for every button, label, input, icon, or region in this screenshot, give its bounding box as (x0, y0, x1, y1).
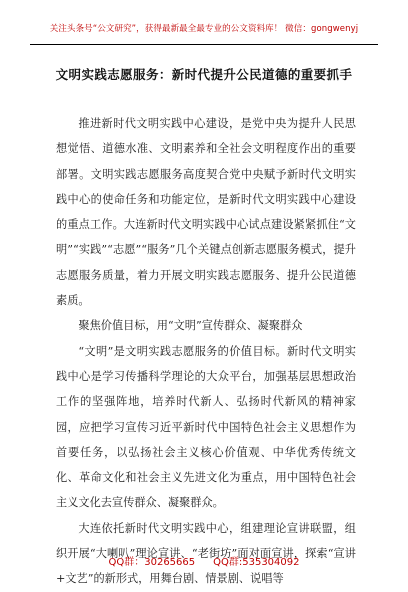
footer-qq-group-1: QQ群：30265665 (108, 557, 196, 568)
body-paragraph-4: 大连依托新时代文明实践中心，组建理论宣讲联盟，组织开展“大喇叭”理论宣讲、“老街坊”面对面宣讲，探索“宣讲+文艺”的新形式，用舞台剧、情景剧、说唱等 (56, 521, 356, 586)
document-title: 文明实践志愿服务：新时代提升公民道德的重要抓手 (55, 67, 353, 82)
footer-contact (0, 553, 408, 568)
body-paragraph-1: 推进新时代文明实践中心建设，是党中央为提升人民思想觉悟、道德水准、文明素养和全社会文明程度作出的重要部署。文明实践志愿服务高度契合党中央赋予新时代文明实践中心的使命任务和功能定位，是新时代文明实践中心建设的重点工作。大连新时代文明实践中心试点建设紧紧抓住“文明”“实践”“志愿”“服务”几个关键点创新志愿服务模式，提升志愿服务质量，着力开展文明实践志愿服务、提升公民道德素质。 (56, 117, 356, 308)
header-divider (30, 44, 378, 45)
footer-qq-group-2: QQ群:535304092 (213, 557, 300, 568)
document-body (56, 111, 356, 592)
header-banner: 关注头条号“公文研究”，获得最新最全最专业的公文资料库！ 微信：gongwenyj (49, 24, 359, 34)
body-paragraph-2: 聚焦价值目标，用“文明”宣传群众、凝聚群众 (78, 319, 303, 333)
body-paragraph-3: “文明”是文明实践志愿服务的价值目标。新时代文明实践中心是学习传播科学理论的大众平台，加强基层思想政治工作的坚强阵地，培养时代新人、弘扬时代新风的精神家园，应把学习宣传习近平新时代中国特色社会主义思想作为首要任务，以弘扬社会主义核心价值观、中华优秀传统文化、革命文化和社会主义先进文化为重点，用中国特色社会主义文化去宣传群众、凝聚群众。 (56, 344, 356, 510)
